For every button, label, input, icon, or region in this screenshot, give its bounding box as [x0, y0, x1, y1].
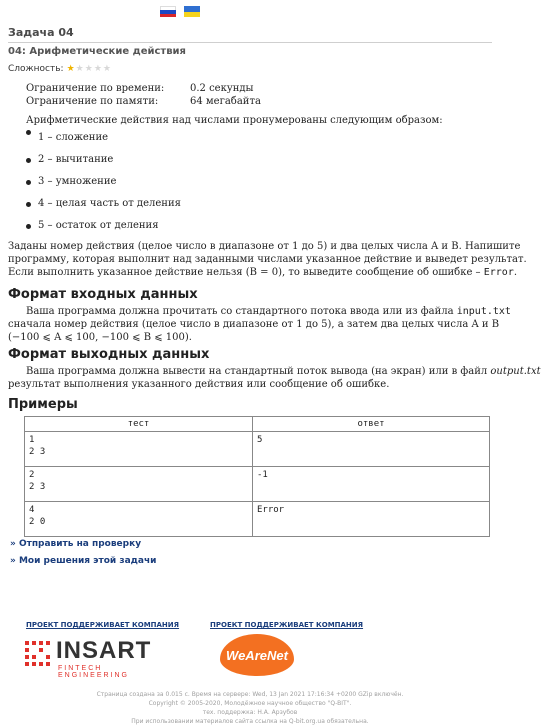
- error-keyword: Error: [483, 267, 514, 278]
- input-line: [8, 305, 511, 318]
- wearenet-logo[interactable]: [220, 634, 294, 676]
- output-format-body: [8, 365, 541, 391]
- insart-dots-icon: [24, 640, 52, 668]
- insart-name: INSART: [56, 637, 152, 664]
- my-solutions-link[interactable]: » Мои решения этой задачи: [10, 556, 157, 566]
- table-row: [25, 502, 490, 537]
- output-line: результат выполнения указанного действия или сообщение об ошибке.: [8, 379, 390, 390]
- answer-cell: -1: [253, 467, 490, 502]
- memory-limit-label: Ограничение по памяти:: [26, 96, 159, 107]
- output-file: output.txt: [490, 366, 541, 377]
- table-header: [25, 417, 490, 432]
- statement-text: .: [513, 267, 518, 278]
- footer: [0, 690, 500, 726]
- statement-intro: Арифметические действия над числами пронумерованы следующим образом:: [26, 115, 443, 126]
- footer-line: При использовании материалов сайта ссылка на Q-bit.org.ua обязательна.: [131, 718, 369, 725]
- footer-line: тех. поддержка: Н.А. Арзубов: [202, 709, 298, 716]
- footer-line: Copyright © 2005-2020, Молодёжное научное общество "Q-BIT".: [148, 700, 352, 707]
- input-format-body: [8, 305, 511, 344]
- statement-line: Заданы номер действия (целое число в диапазоне от 1 до 5) и два целых числа A и B. Напишите: [8, 241, 521, 252]
- sponsor-label-left[interactable]: ПРОЕКТ ПОДДЕРЖИВАЕТ КОМПАНИЯ: [26, 621, 180, 629]
- col-answer: ответ: [253, 417, 490, 432]
- answer-cell: Error: [253, 502, 490, 537]
- table-row: [25, 432, 490, 467]
- insart-logo[interactable]: [24, 637, 154, 679]
- flag-ru-icon[interactable]: [160, 6, 176, 17]
- difficulty-stars: [67, 65, 111, 74]
- input-file: input.txt: [456, 306, 511, 317]
- input-format-heading: Формат входных данных: [8, 287, 198, 302]
- time-limit-label: Ограничение по времени:: [26, 83, 165, 94]
- statement-line: программу, которая выполнит над заданными числами указанное действие и выведет результат.: [8, 254, 527, 265]
- col-test: тест: [25, 417, 253, 432]
- star-empty-icon: ★: [75, 63, 84, 74]
- wearenet-name: WeAreNet: [226, 647, 288, 663]
- time-limit: [26, 82, 261, 95]
- footer-line: Страница создана за 0.015 с. Время на сервере: Wed, 13 Jan 2021 17:16:34 +0200 GZip включён.: [96, 691, 404, 698]
- memory-limit-value: 64 мегабайта: [190, 96, 261, 107]
- list-item: 3 – умножение: [26, 176, 181, 198]
- star-empty-icon: ★: [93, 63, 102, 74]
- test-cell: 4 2 0: [25, 502, 253, 537]
- difficulty-label: Сложность:: [8, 64, 64, 74]
- time-limit-value: 0.2 секунды: [190, 83, 254, 94]
- examples-table: [24, 416, 490, 537]
- language-switcher: [160, 6, 200, 17]
- list-item: 4 – целая часть от деления: [26, 198, 181, 220]
- limits: [26, 82, 261, 108]
- memory-limit: [26, 95, 261, 108]
- answer-cell: 5: [253, 432, 490, 467]
- insart-tagline: FINTECH ENGINEERING: [58, 665, 130, 679]
- star-filled-icon: ★: [66, 63, 75, 74]
- input-line: (−100 ⩽ A ⩽ 100, −100 ⩽ B ⩽ 100).: [8, 332, 192, 343]
- output-text: Ваша программа должна вывести на стандартный поток вывода (на экран) или в файл: [26, 366, 491, 377]
- problem-title: 04: Арифметические действия: [8, 46, 186, 57]
- statement-text: Если выполнить указанное действие нельзя (B = 0), то выведите сообщение об ошибке –: [8, 267, 484, 278]
- star-empty-icon: ★: [102, 63, 111, 74]
- divider: [8, 42, 492, 43]
- operations-list: [26, 126, 181, 242]
- list-item: 1 – сложение: [26, 126, 181, 154]
- list-item: 5 – остаток от деления: [26, 220, 181, 242]
- difficulty: [8, 64, 111, 74]
- table-row: [25, 467, 490, 502]
- output-line: [8, 365, 541, 378]
- input-line: сначала номер действия (целое число в диапазоне от 1 до 5), а затем два целых числа A и B: [8, 319, 500, 330]
- statement-line: [8, 266, 527, 279]
- sponsor-label-right[interactable]: ПРОЕКТ ПОДДЕРЖИВАЕТ КОМПАНИЯ: [210, 621, 364, 629]
- output-format-heading: Формат выходных данных: [8, 347, 210, 362]
- submit-link[interactable]: » Отправить на проверку: [10, 539, 142, 549]
- flag-ua-icon[interactable]: [184, 6, 200, 17]
- examples-heading: Примеры: [8, 397, 78, 412]
- page-title: Задача 04: [8, 26, 74, 39]
- list-item: 2 – вычитание: [26, 154, 181, 176]
- input-text: Ваша программа должна прочитать со стандартного потока ввода или из файла: [26, 306, 457, 317]
- statement-body: [8, 240, 527, 279]
- test-cell: 1 2 3: [25, 432, 253, 467]
- test-cell: 2 2 3: [25, 467, 253, 502]
- star-empty-icon: ★: [84, 63, 93, 74]
